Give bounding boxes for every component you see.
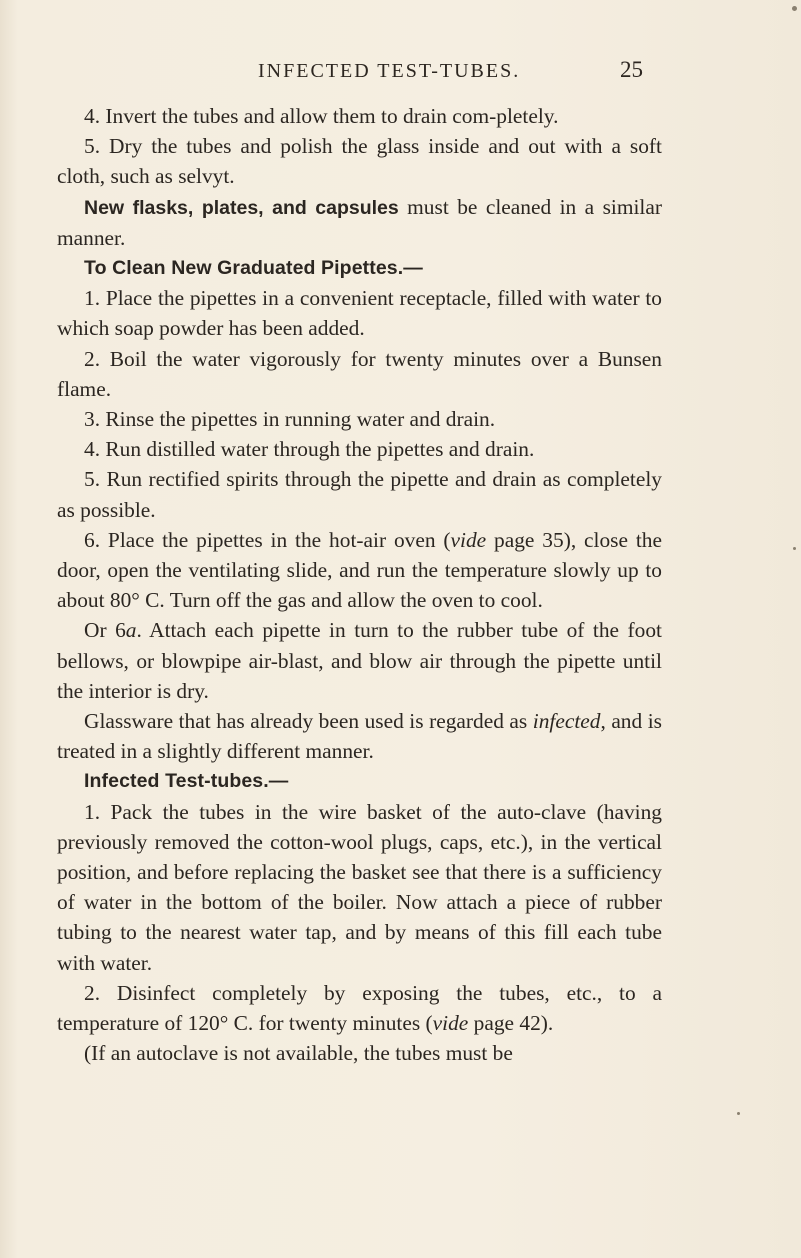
running-title: INFECTED TEST-TUBES. bbox=[258, 60, 521, 82]
running-header bbox=[0, 56, 801, 92]
infected-glassware-paragraph: Glassware that has already been used is regarded as infected, and is treated in a slightly different manner. bbox=[57, 709, 662, 764]
pipette-step-4: 4. Run distilled water through the pipettes and drain. bbox=[84, 437, 535, 462]
test-tube-step-2: 2. Disinfect completely by exposing the tubes, etc., to a temperature of 120° C. for twenty minutes (vide page 42). bbox=[57, 980, 662, 1036]
new-flasks-lead: New flasks, plates, and capsules bbox=[84, 196, 399, 219]
pipette-step-3: 3. Rinse the pipettes in running water and drain. bbox=[84, 407, 496, 432]
pipette-step-2: 2. Boil the water vigorously for twenty minutes over a Bunsen flame. bbox=[57, 346, 662, 401]
section-heading-pipettes: To Clean New Graduated Pipettes.— bbox=[84, 257, 423, 280]
test-tube-step-1: 1. Pack the tubes in the wire basket of the auto-clave (having previously removed the cotton-wool plugs, caps, etc.), in the vertical position, and before replacing the basket see that there is a sufficiency of water in the bottom of the boiler. Now attach a piece of rubber tubing to the nearest water tap, and by means of this fill each tube with water. bbox=[57, 799, 662, 975]
body-text bbox=[57, 101, 662, 1069]
pipette-step-6a: Or 6a. Attach each pipette in turn to the rubber tube of the foot bellows, or blowpipe air-blast, and blow air through the pipette until the interior is dry. bbox=[57, 618, 663, 703]
new-flasks-paragraph: New flasks, plates, and capsules must be cleaned in a similar manner. bbox=[57, 194, 662, 250]
pipette-step-5: 5. Run rectified spirits through the pipette and drain as completely as possible. bbox=[57, 467, 662, 522]
step-invert: 4. Invert the tubes and allow them to drain com-pletely. bbox=[84, 104, 559, 128]
paper-speck bbox=[792, 6, 797, 11]
pipette-step-1: 1. Place the pipettes in a convenient receptacle, filled with water to which soap powder has been added. bbox=[57, 286, 662, 341]
paper-speck bbox=[737, 1112, 740, 1115]
section-heading-test-tubes: Infected Test-tubes.— bbox=[84, 770, 289, 793]
step-dry: 5. Dry the tubes and polish the glass inside and out with a soft cloth, such as selvyt. bbox=[57, 134, 662, 189]
pipette-step-6: 6. Place the pipettes in the hot-air oven (vide page 35), close the door, open the ventilating slide, and run the temperature slowly up to about 80° C. Turn off the gas and allow the oven to cool. bbox=[57, 527, 662, 613]
autoclave-note: (If an autoclave is not available, the tubes must be bbox=[84, 1041, 513, 1066]
page-number: 25 bbox=[620, 57, 643, 82]
paper-speck bbox=[793, 547, 796, 550]
